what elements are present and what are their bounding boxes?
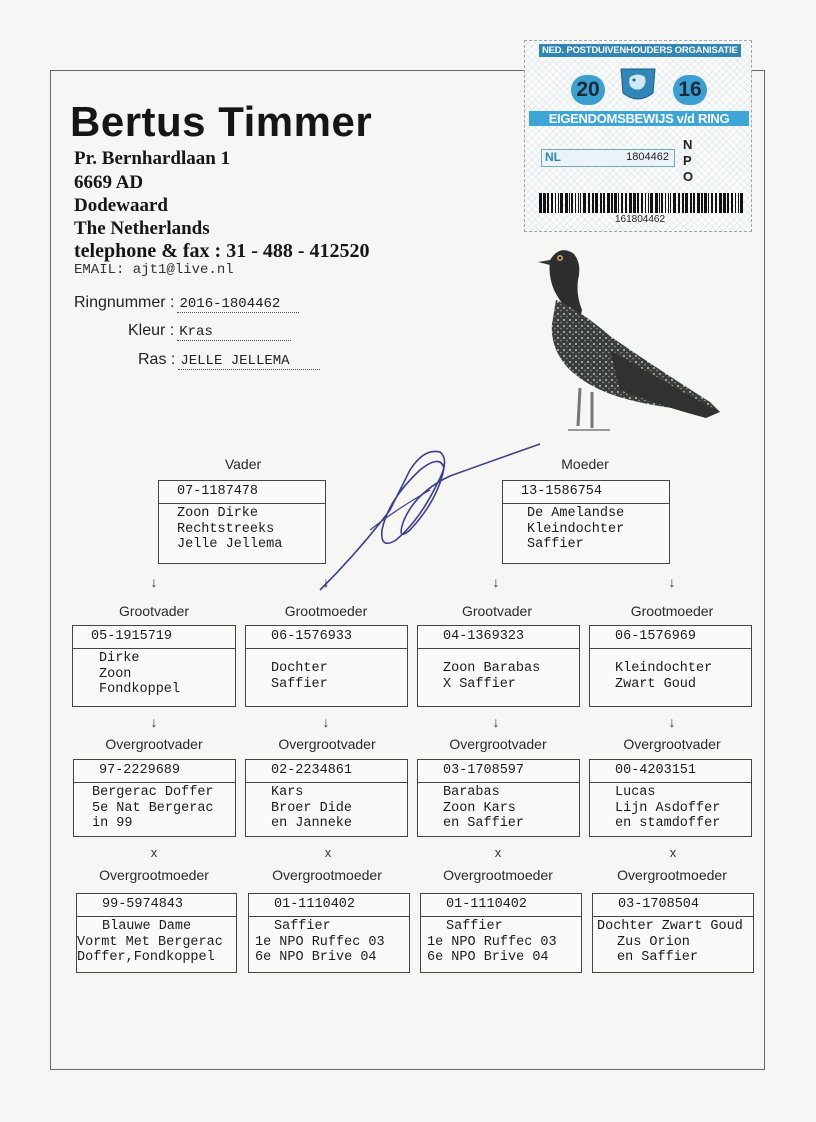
barcode-bar <box>621 193 623 213</box>
barcode-bar <box>575 193 576 213</box>
barcode-bar <box>670 193 671 213</box>
address-line-3: Dodewaard <box>74 195 168 216</box>
barcode-bar <box>600 193 602 213</box>
grandparent-1-line: Zoon <box>99 666 132 682</box>
ggm-label-3: Overgrootmoeder <box>443 867 553 883</box>
barcode-bar <box>678 193 680 213</box>
address-line-1: Pr. Bernhardlaan 1 <box>74 148 231 169</box>
ggf-label-3: Overgrootvader <box>449 736 547 752</box>
ggf-box-2 <box>245 759 408 837</box>
barcode-bar <box>645 193 646 213</box>
barcode-bar <box>735 193 736 213</box>
ownership-sticker <box>524 40 752 232</box>
barcode-bar <box>603 193 605 213</box>
ggf-box-4 <box>589 759 752 837</box>
barcode-bar <box>673 193 676 213</box>
barcode-number: 161804462 <box>615 214 666 225</box>
sticker-number: 1804462 <box>626 151 669 163</box>
sticker-letter-o: O <box>683 169 694 184</box>
address-line-4: The Netherlands <box>74 218 210 239</box>
barcode-bar <box>685 193 688 213</box>
barcode-bar <box>611 193 613 213</box>
barcode-bar <box>697 193 700 213</box>
barcode-bar <box>637 193 639 213</box>
grandparent-2-line: Dochter <box>271 661 328 676</box>
grandparent-1-line: Dirke <box>99 651 140 666</box>
barcode-bar <box>738 193 739 213</box>
barcode-bar <box>588 193 590 213</box>
ggm-ring-2: 01-1110402 <box>249 894 409 917</box>
barcode-bar <box>547 193 549 213</box>
ggm-ring-1: 99-5974843 <box>77 894 236 917</box>
color-value: Kras <box>177 324 291 341</box>
ggm-label-1: Overgrootmoeder <box>99 867 209 883</box>
barcode-bar <box>740 193 743 213</box>
grandparent-ring-4: 06-1576969 <box>590 626 751 649</box>
cross-mark: x <box>150 845 158 860</box>
grandparent-label-4: Grootmoeder <box>630 603 714 619</box>
mother-label: Moeder <box>561 456 609 472</box>
arrow: ↓ <box>492 574 500 590</box>
address-line-2: 6669 AD <box>74 172 144 193</box>
ggf-2-line: Broer Dide <box>271 800 353 816</box>
barcode-bar <box>607 193 610 213</box>
grandparent-box-2 <box>245 625 408 707</box>
barcode-bar <box>625 193 627 213</box>
barcode-bar <box>583 193 586 213</box>
arrow: ↓ <box>322 714 330 730</box>
barcode-bar <box>555 193 556 213</box>
lion-crest-icon <box>613 63 663 107</box>
breeder-name: Bertus Timmer <box>70 98 373 145</box>
father-label: Vader <box>224 456 262 472</box>
barcode-bar <box>682 193 684 213</box>
barcode-bar <box>711 193 713 213</box>
barcode-bar <box>661 193 663 213</box>
cross-mark: x <box>324 845 332 860</box>
grandparent-label-1: Grootvader <box>118 603 190 619</box>
ggm-1-line: Doffer,Fondkoppel <box>77 950 215 965</box>
mother-line-1: De Amelandse <box>527 506 625 521</box>
ggf-2-line: Kars <box>271 785 304 800</box>
ring-field <box>74 294 299 313</box>
grandparent-ring-2: 06-1576933 <box>246 626 407 649</box>
ggm-2-line: 6e NPO Brive 04 <box>255 950 377 965</box>
barcode-bar <box>650 193 653 213</box>
barcode-bar <box>701 193 703 213</box>
barcode-bar <box>569 193 570 213</box>
ggf-4-line: en stamdoffer <box>615 816 721 831</box>
grandparent-2-line: Saffier <box>271 676 328 692</box>
barcode-bar <box>633 193 636 213</box>
sticker-letter-n: N <box>683 137 693 152</box>
sticker-ring-box <box>541 149 675 167</box>
ring-value: 2016-1804462 <box>177 296 299 313</box>
email-line: EMAIL: ajt1@live.nl <box>74 262 234 278</box>
ggm-1-line: Blauwe Dame <box>102 919 192 934</box>
barcode-bar <box>715 193 717 213</box>
ggf-ring-2: 02-2234861 <box>246 760 407 783</box>
ggf-ring-4: 00-4203151 <box>590 760 751 783</box>
color-field <box>128 322 291 341</box>
ggm-4-line: en Saffier <box>617 950 699 965</box>
barcode-bar <box>731 193 733 213</box>
mother-line-2: Kleindochter <box>527 521 625 537</box>
barcode-bar <box>655 193 658 213</box>
ggm-box-3 <box>420 893 582 973</box>
sticker-year-left: 20 <box>571 75 605 105</box>
mother-box <box>502 480 670 564</box>
ggf-label-1: Overgrootvader <box>105 736 203 752</box>
father-line-2: Rechtstreeks <box>177 521 275 537</box>
barcode-bar <box>727 193 729 213</box>
barcode-bar <box>719 193 722 213</box>
ggm-ring-3: 01-1110402 <box>421 894 581 917</box>
breed-label: Ras : <box>138 351 176 368</box>
color-label: Kleur : <box>128 322 175 339</box>
barcode-bar <box>565 193 568 213</box>
barcode-bar <box>595 193 598 213</box>
arrow: ↓ <box>150 714 158 730</box>
ggm-box-2 <box>248 893 410 973</box>
arrow: ↓ <box>150 574 158 590</box>
grandparent-label-2: Grootmoeder <box>284 603 368 619</box>
barcode-bar <box>592 193 594 213</box>
grandparent-box-3 <box>417 625 580 707</box>
ggm-2-line: Saffier <box>274 919 331 934</box>
barcode-bar <box>708 193 709 213</box>
barcode-bar <box>558 193 559 213</box>
barcode-bar <box>618 193 619 213</box>
cross-mark: x <box>494 845 502 860</box>
arrow: ↓ <box>668 714 676 730</box>
ggm-4-line: Dochter Zwart Goud <box>597 919 743 934</box>
ggm-2-line: 1e NPO Ruffec 03 <box>255 934 385 950</box>
barcode-bar <box>648 193 649 213</box>
pigeon-image <box>520 240 740 450</box>
grandparent-4-line: Zwart Goud <box>615 676 697 692</box>
grandparent-box-4 <box>589 625 752 707</box>
ggf-3-line: Zoon Kars <box>443 800 516 816</box>
ggf-ring-3: 03-1708597 <box>418 760 579 783</box>
barcode-bar <box>571 193 573 213</box>
ggm-ring-4: 03-1708504 <box>593 894 753 917</box>
barcode-bar <box>693 193 695 213</box>
breed-value: JELLE JELLEMA <box>178 353 320 370</box>
barcode-bar <box>704 193 707 213</box>
barcode-bar <box>668 193 669 213</box>
ggm-3-line: 6e NPO Brive 04 <box>427 950 549 965</box>
grandparent-3-line: Zoon Barabas <box>443 661 541 676</box>
sticker-country: NL <box>545 150 561 164</box>
father-ring: 07-1187478 <box>159 481 325 504</box>
grandparent-3-line: X Saffier <box>443 676 516 692</box>
arrow: ↓ <box>668 574 676 590</box>
barcode-bar <box>578 193 579 213</box>
grandparent-1-line: Fondkoppel <box>99 682 181 697</box>
father-box <box>158 480 326 564</box>
barcode-bar <box>551 193 553 213</box>
barcode-bar <box>690 193 692 213</box>
mother-line-3: Saffier <box>527 537 584 552</box>
ggf-3-line: Barabas <box>443 785 500 800</box>
ggm-4-line: Zus Orion <box>617 934 690 950</box>
ggm-box-1 <box>76 893 237 973</box>
grandparent-label-3: Grootvader <box>461 603 533 619</box>
ggf-1-line: 5e Nat Bergerac <box>92 800 214 816</box>
breed-field <box>138 351 320 370</box>
ggf-3-line: en Saffier <box>443 816 525 831</box>
barcode-bar <box>580 193 581 213</box>
arrow: ↓ <box>492 714 500 730</box>
grandparent-4-line: Kleindochter <box>615 661 713 676</box>
barcode-bar <box>665 193 666 213</box>
grandparent-ring-1: 05-1915719 <box>73 626 235 649</box>
ggm-label-2: Overgrootmoeder <box>272 867 382 883</box>
arrow: ↓ <box>322 574 330 590</box>
barcode-bar <box>641 193 643 213</box>
ggm-label-4: Overgrootmoeder <box>617 867 727 883</box>
ggm-3-line: Saffier <box>446 919 503 934</box>
sticker-org: NED. POSTDUIVENHOUDERS ORGANISATIE <box>539 44 741 57</box>
barcode-bar <box>723 193 726 213</box>
ggf-1-line: Bergerac Doffer <box>92 785 214 800</box>
ggf-box-1 <box>73 759 236 837</box>
father-line-3: Jelle Jellema <box>177 537 283 552</box>
barcode-bar <box>659 193 660 213</box>
barcode <box>539 193 743 213</box>
ggm-box-4 <box>592 893 754 973</box>
telephone-line: telephone & fax : 31 - 488 - 412520 <box>74 240 370 262</box>
sticker-letter-p: P <box>683 153 692 168</box>
sticker-year-right: 16 <box>673 75 707 105</box>
grandparent-box-1 <box>72 625 236 707</box>
ggf-4-line: Lucas <box>615 785 656 800</box>
father-line-1: Zoon Dirke <box>177 506 259 521</box>
ggf-2-line: en Janneke <box>271 816 353 831</box>
ggm-3-line: 1e NPO Ruffec 03 <box>427 934 557 950</box>
grandparent-ring-3: 04-1369323 <box>418 626 579 649</box>
barcode-bar <box>539 193 542 213</box>
ggf-label-4: Overgrootvader <box>623 736 721 752</box>
sticker-title: EIGENDOMSBEWIJS v/d RING <box>529 111 749 126</box>
cross-mark: x <box>669 845 677 860</box>
ggf-ring-1: 97-2229689 <box>74 760 235 783</box>
ggf-4-line: Lijn Asdoffer <box>615 800 721 816</box>
ggf-box-3 <box>417 759 580 837</box>
ggm-1-line: Vormt Met Bergerac <box>77 934 223 950</box>
barcode-bar <box>614 193 617 213</box>
barcode-bar <box>543 193 546 213</box>
mother-ring: 13-1586754 <box>503 481 669 504</box>
ring-label: Ringnummer : <box>74 294 175 311</box>
ggf-1-line: in 99 <box>92 816 133 831</box>
ggf-label-2: Overgrootvader <box>278 736 376 752</box>
barcode-bar <box>629 193 632 213</box>
barcode-bar <box>560 193 563 213</box>
